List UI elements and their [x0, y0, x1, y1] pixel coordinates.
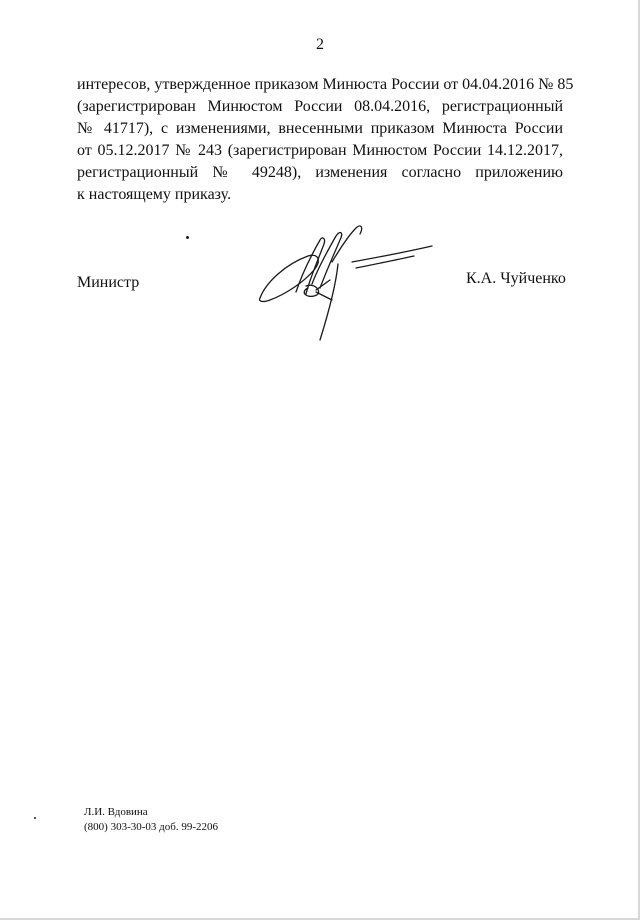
contact-block — [84, 805, 218, 835]
document-body — [77, 74, 574, 206]
body-line: от 05.12.2017 № 243 (зарегистрирован Минюстом России 14.12.2017, — [77, 142, 563, 159]
scan-speck — [186, 236, 189, 239]
body-line: к настоящему приказу. — [77, 186, 232, 203]
body-line: интересов, утвержденное приказом Минюста России от 04.04.2016 № 85 — [77, 76, 574, 93]
handwritten-signature — [256, 222, 436, 342]
page-number: 2 — [316, 36, 324, 53]
contact-phone: (800) 303-30-03 доб. 99-2206 — [84, 821, 219, 833]
contact-name: Л.И. Вдовина — [84, 806, 148, 818]
body-line: (зарегистрирован Минюстом России 08.04.2016, регистрационный — [77, 98, 563, 115]
body-line: регистрационный № 49248), изменения согласно приложению — [77, 164, 563, 181]
signatory-position: Министр — [77, 274, 140, 291]
scan-speck — [34, 817, 36, 819]
body-line: № 41717), с изменениями, внесенными приказом Минюста России — [77, 120, 563, 137]
signer-name: К.А. Чуйченко — [466, 270, 566, 287]
